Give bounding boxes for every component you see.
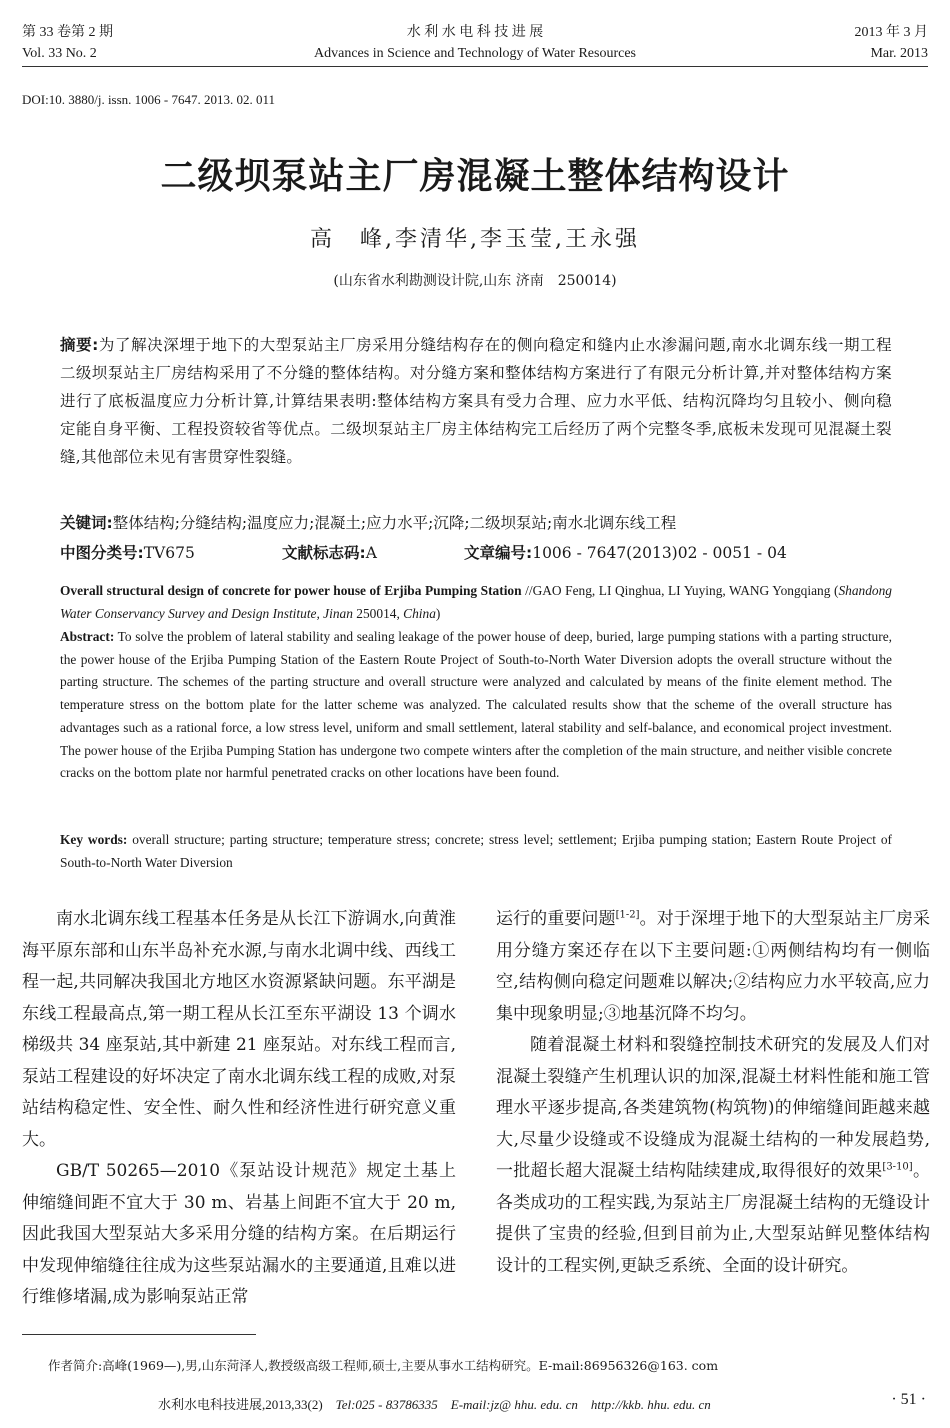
header-date [855, 22, 929, 64]
english-postcode: 250014, [352, 605, 404, 621]
abstract-text: 为了解决深埋于地下的大型泵站主厂房采用分缝结构存在的侧向稳定和缝内止水渗漏问题,南水北调东线一期工程二级坝泵站主厂房结构采用了不分缝的整体结构。对分缝方案和整体结构方案进行了有限元分析计算,并对整体结构方案进行了底板温度应力分析计算,计算结果表明:整体结构方案具有受力合理、应力水平低、结构沉降均匀且较小、侧向稳定能自身平衡、工程投资较省等优点。二级坝泵站主厂房主体结构完工后经历了两个完整冬季,底板未发现可见混凝土裂缝,其他部位未见有害贯穿性裂缝。 [60, 336, 892, 466]
doi: DOI:10. 3880/j. issn. 1006 - 7647. 2013. 02. 011 [22, 92, 276, 107]
english-title: Overall structural design of concrete for power house of Erjiba Pumping Station [60, 583, 522, 598]
citation-ref: [3-10] [882, 1161, 913, 1173]
english-abstract [60, 626, 892, 785]
footnote-rule [22, 1334, 256, 1335]
english-country: China [403, 605, 436, 621]
abstract-label: 摘要: [60, 336, 99, 354]
footer-url: http://kkb. hhu. edu. cn [590, 1397, 711, 1412]
english-authors: //GAO Feng, LI Qinghua, LI Yuying, WANG Yongqiang ( [521, 583, 839, 598]
body-column-left [22, 904, 456, 1314]
english-close-paren: ) [435, 605, 441, 621]
body-paragraph [496, 904, 930, 1030]
article-number [464, 539, 787, 567]
author-list: 高 峰,李清华,李玉莹,王永强 [310, 227, 640, 252]
clc-code [60, 539, 282, 567]
header-date-en: Mar. 2013 [870, 46, 928, 61]
body-paragraph [496, 1030, 930, 1282]
english-abstract-text: To solve the problem of lateral stability and sealing leakage of the power house of deep, buried, large pumping stations with a parting structure, the power house of the Erjiba Pumping Station of the Eastern Route Project of South-to-North Water Diversion adopts the overall structure without the parting structure. The schemes of the parting structure and overall structure were analyzed and calculated by means of the finite element method. The temperature stress on the bottom plate for the latter scheme was analyzed. The calculated results show that the scheme of the overall structure has advantages such as a rational force, a low stress level, uniform and small settlement, lateral stability and self-balance, and economical project investment. The power house of the Erjiba Pumping Station has undergone two compete winters after the completion of the main structure, and neither visible concrete cracks on the bottom plate nor harmful penetrated cracks on other locations have been found. [60, 629, 892, 781]
chinese-keywords [60, 509, 892, 537]
english-affiliation: Shandong Water Conservancy Survey and Design Institute, Jinan [60, 583, 892, 621]
header-volume-en: Vol. 33 No. 2 [22, 46, 97, 61]
body-text: 随着混凝土材料和裂缝控制技术研究的发展及人们对混凝土裂缝产生机理认识的加深,混凝土材料性能和施工管理水平逐步提高,各类建筑物(构筑物)的伸缩缝间距越来越大,尽量少设缝或不设缝成为混凝土结构的一种发展趋势,一批超长超大混凝土结构陆续建成,取得很好的效果 [496, 1035, 930, 1181]
footer-tel: Tel:025 - 83786335 [335, 1397, 451, 1412]
header-journal-cn: 水 利 水 电 科 技 进 展 [406, 25, 544, 40]
author-footnote: 作者简介:高峰(1969—),男,山东菏泽人,教授级高级工程师,硕士,主要从事水工结构研究。E-mail:86956326@163. com [48, 1358, 719, 1373]
running-header [22, 16, 928, 67]
citation-ref: [1-2] [615, 909, 640, 921]
footer-info [158, 1394, 711, 1413]
paper-title: 二级坝泵站主厂房混凝土整体结构设计 [160, 155, 790, 197]
affiliation: (山东省水利勘测设计院,山东 济南 250014) [333, 273, 617, 289]
body-column-right [496, 904, 930, 1282]
body-paragraph: GB/T 50265—2010《泵站设计规范》规定土基上伸缩缝间距不宜大于 30 m、岩基上间距不宜大于 20 m,因此我国大型泵站大多采用分缝的结构方案。在后期运行中发现伸缩缝往往成为这些泵站漏水的主要通道,且难以进行维修堵漏,成为影响泵站正常 [22, 1161, 456, 1307]
chinese-abstract [60, 331, 892, 471]
footer-email: E-mail:jz@ hhu. edu. cn [450, 1397, 591, 1412]
doc-label: 文献标志码: [282, 544, 366, 562]
keywords-label: 关键词: [60, 514, 113, 532]
clc-label: 中图分类号: [60, 544, 144, 562]
doc-code [282, 539, 464, 567]
english-abstract-label: Abstract: [60, 629, 115, 644]
article-value: 1006 - 7647(2013)02 - 0051 - 04 [532, 544, 787, 562]
page-number: · 51 · [891, 1391, 926, 1408]
header-journal-en: Advances in Science and Technology of Water Resources [314, 46, 636, 61]
english-keywords [60, 829, 892, 874]
body-text: 。各类成功的工程实践,为泵站主厂房混凝土结构的无缝设计提供了宝贵的经验,但到目前为止,大型泵站鲜见整体结构设计的工程实例,更缺乏系统、全面的设计研究。 [496, 1161, 931, 1276]
english-keywords-label: Key words: [60, 832, 128, 847]
keywords-text: 整体结构;分缝结构;温度应力;混凝土;应力水平;沉降;二级坝泵站;南水北调东线工程 [112, 514, 677, 532]
english-title-block [60, 580, 892, 625]
doc-value: A [365, 544, 377, 562]
header-date-cn: 2013 年 3 月 [854, 25, 928, 40]
body-text: 。对于深埋于地下的大型泵站主厂房采用分缝方案还存在以下主要问题:①两侧结构均有一侧临空,结构侧向稳定问题难以解决;②结构应力水平较高,应力集中现象明显;③地基沉降不均匀。 [496, 909, 931, 1024]
article-label: 文章编号: [464, 544, 533, 562]
header-volume-cn: 第 33 卷第 2 期 [22, 25, 113, 40]
body-text: 运行的重要问题 [496, 909, 616, 929]
body-paragraph: 南水北调东线工程基本任务是从长江下游调水,向黄淮海平原东部和山东半岛补充水源,与南水北调中线、西线工程一起,共同解决我国北方地区水资源紧缺问题。东平湖是东线工程最高点,第一期工程从长江至东平湖设 13 个调水梯级共 34 座泵站,其中新建 21 座泵站。对东线工程而言,泵站工程建设的好坏决定了南水北调东线工程的成败,对泵站结构稳定性、安全性、耐久性和经济性进行研究意义重大。 [22, 909, 456, 1150]
clc-value: TV675 [143, 544, 195, 562]
header-journal [22, 22, 928, 64]
footer-journal: 水利水电科技进展,2013,33(2) [158, 1397, 336, 1412]
english-keywords-text: overall structure; parting structure; temperature stress; concrete; stress level; settlement; Erjiba pumping station; Eastern Route Project of South-to-North Water Diversion [60, 832, 892, 870]
classification-line [60, 539, 892, 567]
